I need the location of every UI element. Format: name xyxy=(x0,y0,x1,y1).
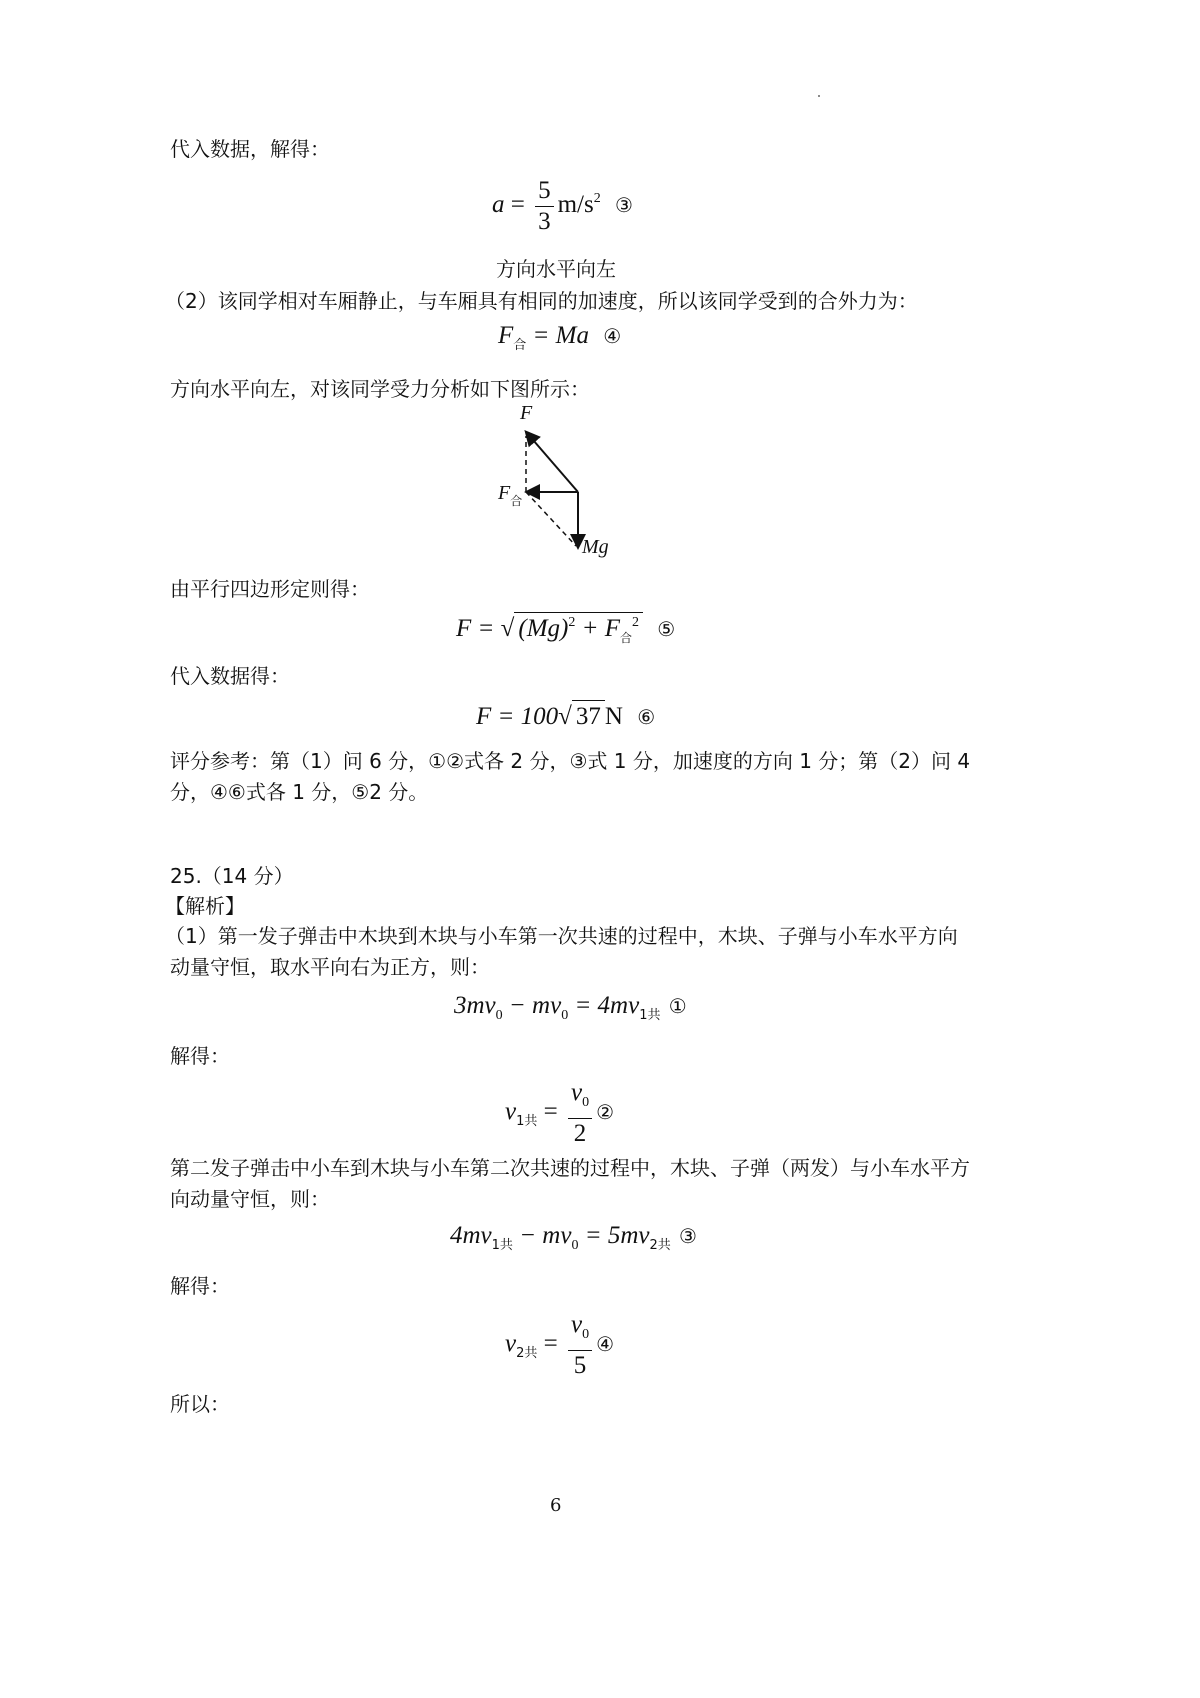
text-force-analysis: 方向水平向左，对该同学受力分析如下图所示： xyxy=(170,377,590,401)
text-substitute: 代入数据得： xyxy=(170,664,290,688)
analysis-heading: 【解析】 xyxy=(165,894,245,918)
text-solve-1: 解得： xyxy=(170,1044,230,1068)
text-therefore: 所以： xyxy=(170,1392,230,1416)
equation-acceleration: a = $\frac{5}{3}$ $m/s^2$ ③ xyxy=(492,177,633,235)
text-part2-b: 向动量守恒，则： xyxy=(170,1187,330,1211)
equation-F-value: F = 100√ 37 N ⑥ xyxy=(476,700,655,731)
text-direction-left: 方向水平向左 xyxy=(496,257,616,281)
equation-v2-common: $v_{2共}$ = $\frac{v_0}{5}$ ④ xyxy=(505,1311,615,1379)
stray-dot xyxy=(818,95,820,97)
text-part1-b: 动量守恒，取水平向右为正方，则： xyxy=(170,955,490,979)
question-25-heading: 25.（14 分） xyxy=(170,864,294,888)
label-F-net: $F_合$ xyxy=(498,482,523,508)
equation-F-sqrt: F = √ $(Mg)^2 + F_合^2$ ⑤ xyxy=(456,612,675,654)
equation-momentum-2: $4mv_{1共} - mv_0 = 5mv_{2共}$ ③ xyxy=(450,1222,697,1253)
dashed-diagonal xyxy=(526,492,576,546)
text-substitute-solve: 代入数据，解得： xyxy=(170,137,330,161)
label-Mg: Mg xyxy=(582,536,609,558)
equation-momentum-1: $3mv_0 - mv_0 = 4mv_{1共}$ ① xyxy=(454,992,687,1023)
text-scoring-2: 分，④⑥式各 1 分，⑤2 分。 xyxy=(170,780,429,804)
text-part1-a: （1）第一发子弹击中木块到木块与小车第一次共速的过程中，木块、子弹与小车水平方向 xyxy=(165,924,958,948)
text-solve-2: 解得： xyxy=(170,1274,230,1298)
force-F-arrow xyxy=(527,433,578,492)
text-part2-a: 第二发子弹击中小车到木块与小车第二次共速的过程中，木块、子弹（两发）与小车水平方 xyxy=(170,1156,970,1180)
text-scoring-1: 评分参考：第（1）问 6 分，①②式各 2 分，③式 1 分，加速度的方向 1 分；第（2）问 4 xyxy=(170,749,971,773)
equation-net-force: $F_合 = Ma$ ④ xyxy=(498,322,622,353)
text-parallelogram-rule: 由平行四边形定则得： xyxy=(170,577,370,601)
text-part2-intro: （2）该同学相对车厢静止，与车厢具有相同的加速度，所以该同学受到的合外力为： xyxy=(165,289,918,313)
page-number: 6 xyxy=(550,1495,562,1516)
label-F: F xyxy=(520,402,533,424)
equation-v1-common: $v_{1共}$ = $\frac{v_0}{2}$ ② xyxy=(505,1079,615,1147)
